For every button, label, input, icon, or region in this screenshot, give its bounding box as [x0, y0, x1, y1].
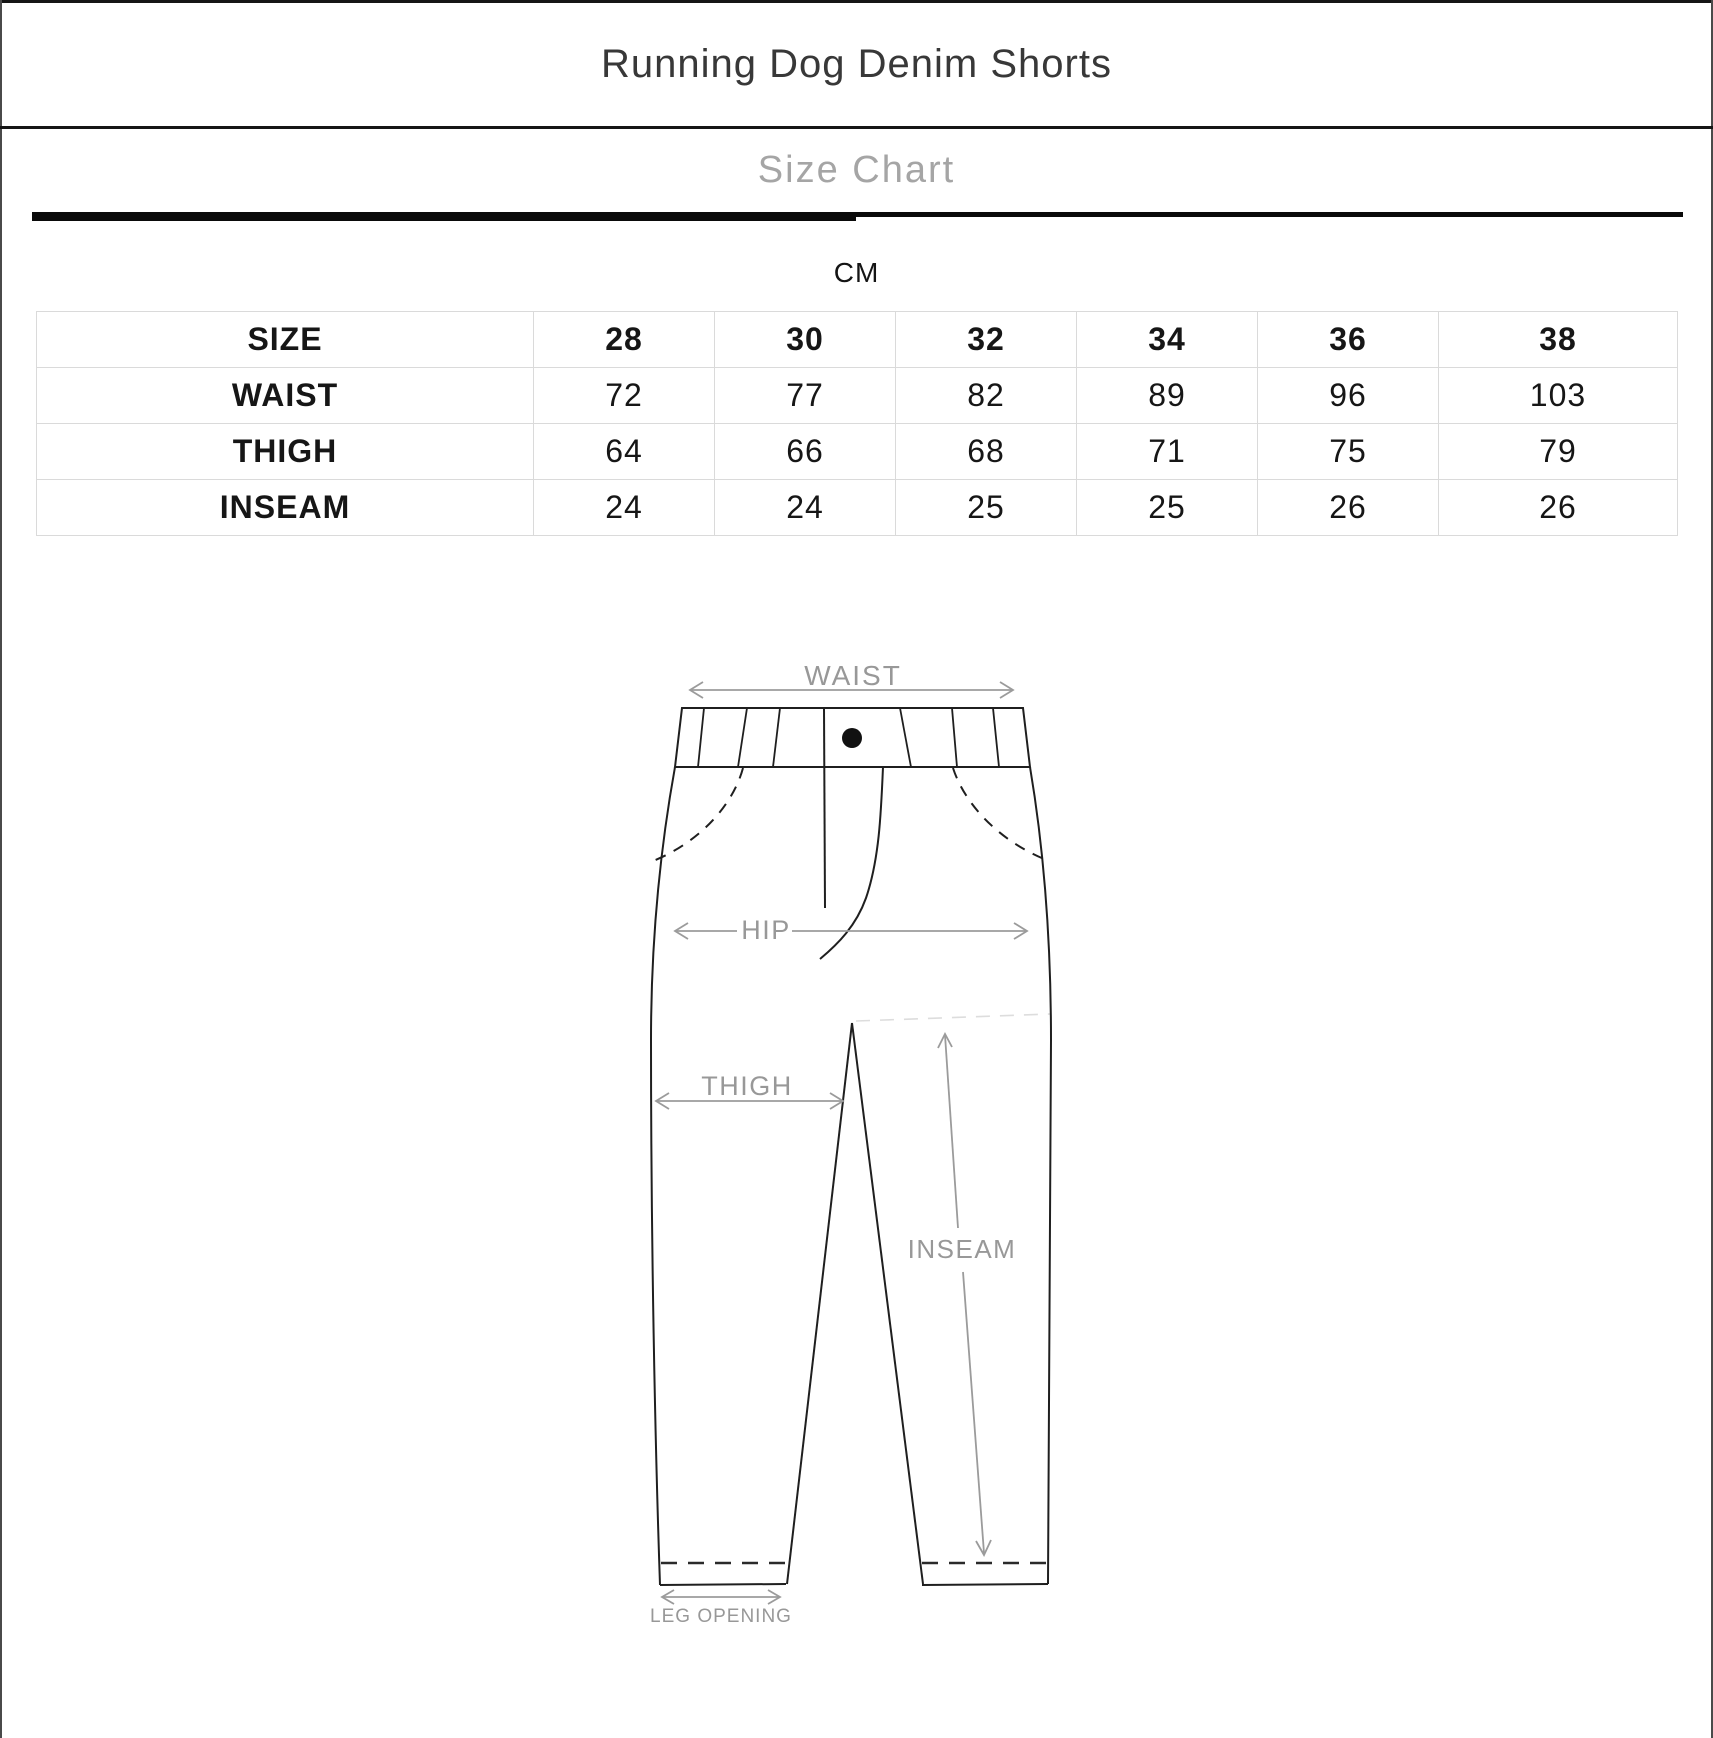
right-hem-bottom: [922, 1584, 1048, 1585]
table-header-34: 34: [1077, 312, 1258, 368]
fly-center-line: [824, 708, 825, 908]
cell-thigh-32: 68: [896, 424, 1077, 480]
crotch-guide-dashes: [856, 1014, 1050, 1021]
inseam-arrow: [938, 1034, 991, 1555]
cell-inseam-38: 26: [1439, 480, 1678, 536]
divider-bar-thick: [32, 212, 856, 221]
hip-label: HIP: [741, 915, 791, 945]
unit-label: CM: [833, 257, 880, 288]
leg-opening-arrow: [662, 1590, 780, 1604]
button-icon: [842, 728, 862, 748]
inseam-label: INSEAM: [907, 1234, 1017, 1264]
cell-thigh-30: 66: [715, 424, 896, 480]
cell-waist-28: 72: [534, 368, 715, 424]
right-inseam-edge: [852, 1023, 923, 1584]
divider-bar-thin: [856, 212, 1683, 217]
waist-label: WAIST: [804, 660, 902, 691]
table-header-32: 32: [896, 312, 1077, 368]
table-header-30: 30: [715, 312, 896, 368]
table-row-waist: [37, 368, 1678, 424]
table-row-size: [37, 312, 1678, 368]
table-header-38: 38: [1439, 312, 1678, 368]
left-inseam-edge: [787, 1023, 852, 1584]
subtitle-row: [0, 129, 1713, 212]
right-pocket-dashes: [953, 768, 1049, 861]
cell-inseam-28: 24: [534, 480, 715, 536]
cell-waist-38: 103: [1439, 368, 1678, 424]
thigh-label: THIGH: [701, 1071, 793, 1101]
table-header-36: 36: [1258, 312, 1439, 368]
left-outer-seam: [651, 767, 675, 1585]
table-row-thigh: [37, 424, 1678, 480]
cell-waist-32: 82: [896, 368, 1077, 424]
cell-inseam-36: 26: [1258, 480, 1439, 536]
cell-inseam-34: 25: [1077, 480, 1258, 536]
cell-waist-30: 77: [715, 368, 896, 424]
header: [0, 3, 1713, 126]
page-title: Running Dog Denim Shorts: [601, 42, 1112, 86]
cell-thigh-28: 64: [534, 424, 715, 480]
cell-waist-36: 96: [1258, 368, 1439, 424]
row-label-thigh: THIGH: [37, 424, 534, 480]
leg-opening-label: LEG OPENING: [650, 1606, 792, 1627]
cell-thigh-36: 75: [1258, 424, 1439, 480]
table-row-inseam: [37, 480, 1678, 536]
left-hem-bottom: [660, 1584, 786, 1585]
right-outer-seam: [1030, 767, 1051, 1584]
cell-inseam-32: 25: [896, 480, 1077, 536]
pants-measurement-diagram: [630, 650, 1070, 1640]
row-label-inseam: INSEAM: [37, 480, 534, 536]
row-label-waist: WAIST: [37, 368, 534, 424]
cell-inseam-30: 24: [715, 480, 896, 536]
table-header-28: 28: [534, 312, 715, 368]
cell-waist-34: 89: [1077, 368, 1258, 424]
cell-thigh-38: 79: [1439, 424, 1678, 480]
size-chart-subtitle: Size Chart: [757, 149, 956, 191]
table-header-size: SIZE: [37, 312, 534, 368]
cell-thigh-34: 71: [1077, 424, 1258, 480]
size-table: [36, 311, 1678, 536]
